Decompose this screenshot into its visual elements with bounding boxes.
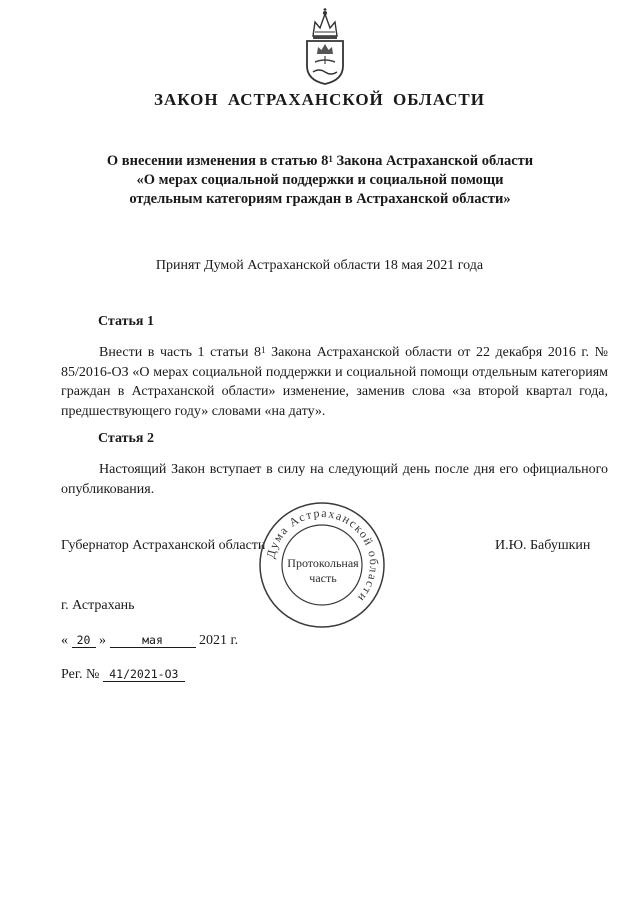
subject-line-1 [60, 152, 580, 171]
stamp-center-text [282, 556, 364, 586]
signatory-name: И.Ю. Бабушкин [495, 538, 591, 553]
subject-line-3: отдельным категориям граждан в Астраханской области» [129, 191, 511, 207]
reg-number: 41/2021-ОЗ [103, 667, 185, 682]
article-1-text [61, 343, 608, 421]
law-subject [60, 152, 580, 209]
law-title: ЗАКОН АСТРАХАНСКОЙ ОБЛАСТИ [153, 90, 485, 109]
date-year: 2021 г. [199, 633, 239, 648]
article-1-text-start: Внести в часть 1 статьи 8 [99, 345, 262, 360]
date-close-quote: » [99, 633, 106, 648]
astrakhan-coat-of-arms-icon [293, 6, 357, 86]
subject-superscript: 1 [328, 154, 333, 164]
date-open-quote: « [61, 633, 68, 648]
article-1-superscript: 1 [261, 345, 266, 355]
article-1-heading: Статья 1 [98, 314, 154, 329]
city: г. Астрахань [61, 598, 135, 613]
signatory-position: Губернатор Астраханской области [61, 538, 266, 553]
date-day: 20 [72, 633, 96, 648]
date-month: мая [110, 633, 196, 648]
stamp-center-line-1: Протокольная [287, 556, 359, 570]
subject-line-1-start: О внесении изменения в статью 8 [106, 153, 329, 169]
adoption-statement: Принят Думой Астраханской области 18 мая 2021 года [155, 258, 484, 273]
subject-line-2: «О мерах социальной поддержки и социальной помощи [136, 172, 504, 188]
subject-line-1-end: Закона Астраханской области [332, 153, 534, 169]
reg-label: Рег. № [61, 667, 100, 682]
stamp-ring-text: Дума Астраханской области [263, 505, 382, 606]
article-2-heading: Статья 2 [98, 431, 154, 446]
article-2-text: Настоящий Закон вступает в силу на следующий день после дня его официального опубликования. [61, 462, 608, 497]
signing-date [61, 633, 238, 649]
registration-number [61, 667, 185, 683]
stamp-center-line-2: часть [309, 571, 337, 585]
article-1-text-end: Закона Астраханской области от 22 декабря 2016 г. № 85/2016-ОЗ «О мерах социальной поддержки и социальной помощи отдельным категориям граждан в Астраханской области» изменение, заменив слова «за второй квартал года, предшествующего году» словами «на дату». [61, 345, 608, 419]
